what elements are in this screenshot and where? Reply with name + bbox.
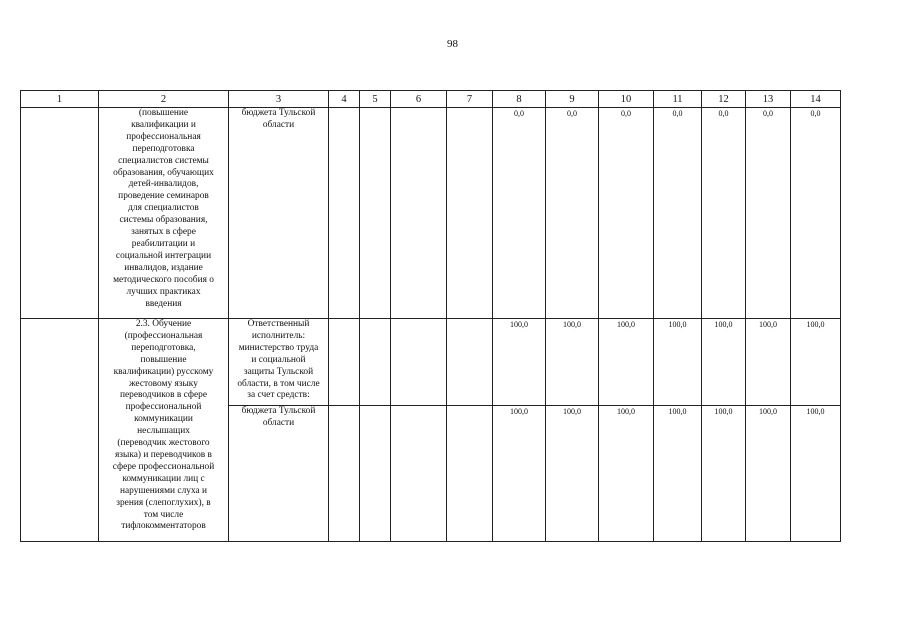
empty-cell (447, 319, 493, 406)
amount-cell: 0,0 (791, 108, 841, 319)
activity-description: (повышение квалификации и профессиональная переподготовка специалистов системы образования, обучающих детей-инвалидов, проведение семинаров для специалистов системы образования, занятых в сфере реабилитации и социальной интеграции инвалидов, издание методического пособия о лучших практиках введения (99, 108, 229, 319)
empty-cell (329, 108, 360, 319)
column-number: 4 (329, 91, 360, 108)
amount-cell: 100,0 (654, 319, 702, 406)
empty-cell (447, 108, 493, 319)
column-number: 7 (447, 91, 493, 108)
page-number: 98 (447, 38, 458, 50)
column-number: 11 (654, 91, 702, 108)
funding-source: бюджета Тульской области (229, 406, 329, 542)
column-number: 6 (391, 91, 447, 108)
column-number: 5 (360, 91, 391, 108)
amount-cell: 100,0 (599, 319, 654, 406)
empty-cell (391, 108, 447, 319)
amount-cell: 100,0 (493, 406, 546, 542)
activity-description: 2.3. Обучение (профессиональная переподготовка, повышение квалификации) русскому жестовому языку переводчиков в сфере профессиональной коммуникации неслышащих (переводчик жестового языка) и переводчиков в сфере профессиональной коммуникации лиц с нарушениями слуха и зрения (слепоглухих), в том числе тифлокомментаторов (99, 319, 229, 542)
amount-cell: 100,0 (546, 319, 599, 406)
column-number-row (21, 91, 841, 108)
amount-cell: 100,0 (599, 406, 654, 542)
amount-cell: 100,0 (791, 319, 841, 406)
amount-cell: 0,0 (493, 108, 546, 319)
amount-cell: 0,0 (746, 108, 791, 319)
funding-source: Ответственный исполнитель: министерство труда и социальной защиты Тульской области, в том числе за счет средств: (229, 319, 329, 406)
column-number: 2 (99, 91, 229, 108)
amount-cell: 100,0 (746, 406, 791, 542)
empty-cell (329, 319, 360, 406)
amount-cell: 100,0 (546, 406, 599, 542)
amount-cell: 100,0 (702, 319, 746, 406)
amount-cell: 100,0 (746, 319, 791, 406)
funding-source: бюджета Тульской области (229, 108, 329, 319)
amount-cell: 100,0 (791, 406, 841, 542)
amount-cell: 0,0 (702, 108, 746, 319)
empty-cell (447, 406, 493, 542)
empty-cell (329, 406, 360, 542)
amount-cell: 0,0 (599, 108, 654, 319)
column-number: 10 (599, 91, 654, 108)
empty-cell (21, 108, 99, 319)
column-number: 3 (229, 91, 329, 108)
amount-cell: 0,0 (654, 108, 702, 319)
empty-cell (391, 406, 447, 542)
amount-cell: 100,0 (493, 319, 546, 406)
program-table (20, 90, 841, 542)
empty-cell (21, 319, 99, 542)
column-number: 12 (702, 91, 746, 108)
empty-cell (360, 108, 391, 319)
column-number: 13 (746, 91, 791, 108)
column-number: 14 (791, 91, 841, 108)
table-row (21, 108, 841, 319)
empty-cell (360, 406, 391, 542)
column-number: 1 (21, 91, 99, 108)
amount-cell: 0,0 (546, 108, 599, 319)
empty-cell (391, 319, 447, 406)
empty-cell (360, 319, 391, 406)
column-number: 9 (546, 91, 599, 108)
column-number: 8 (493, 91, 546, 108)
amount-cell: 100,0 (702, 406, 746, 542)
amount-cell: 100,0 (654, 406, 702, 542)
table-row (21, 319, 841, 406)
